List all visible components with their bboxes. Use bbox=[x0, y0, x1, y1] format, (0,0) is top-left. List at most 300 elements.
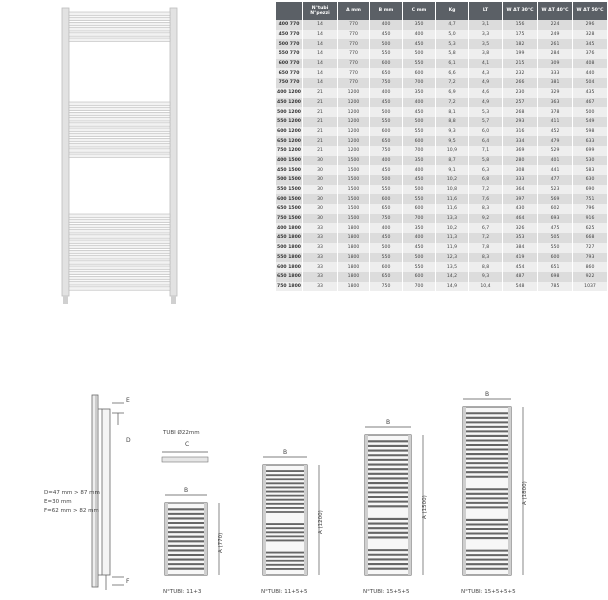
photo-tube bbox=[69, 219, 170, 222]
table-cell: 11,3 bbox=[436, 233, 469, 243]
cell-model: 600 1200 bbox=[276, 127, 303, 137]
table-cell: 30 bbox=[303, 214, 338, 224]
table-cell: 500 bbox=[573, 107, 608, 117]
table-header-row bbox=[276, 2, 608, 20]
table-cell: 4,1 bbox=[469, 59, 503, 69]
photo-tube bbox=[69, 138, 170, 141]
table-cell: 5,0 bbox=[436, 30, 469, 40]
table-cell: 4,3 bbox=[469, 68, 503, 78]
cell-model: 600 1800 bbox=[276, 262, 303, 272]
table-cell: 215 bbox=[503, 59, 538, 69]
table-cell: 1800 bbox=[338, 282, 370, 292]
table-cell: 6,3 bbox=[469, 165, 503, 175]
table-cell: 630 bbox=[573, 175, 608, 185]
table-cell: 550 bbox=[403, 127, 436, 137]
table-row bbox=[276, 68, 608, 78]
table-cell: 1800 bbox=[338, 243, 370, 253]
table-cell: 1500 bbox=[338, 214, 370, 224]
table-row bbox=[276, 20, 608, 30]
height-label: A (770) bbox=[218, 532, 224, 553]
table-cell: 450 bbox=[403, 175, 436, 185]
cell-model: 500 1800 bbox=[276, 243, 303, 253]
table-cell: 8,8 bbox=[469, 262, 503, 272]
table-row bbox=[276, 262, 608, 272]
table-cell: 30 bbox=[303, 185, 338, 195]
table-row bbox=[276, 223, 608, 233]
table-cell: 7,2 bbox=[469, 185, 503, 195]
table-cell: 693 bbox=[538, 214, 573, 224]
table-cell: 550 bbox=[538, 243, 573, 253]
table-cell: 7,8 bbox=[469, 243, 503, 253]
table-cell: 156 bbox=[503, 20, 538, 30]
cell-model: 400 1500 bbox=[276, 156, 303, 166]
table-cell: 475 bbox=[538, 223, 573, 233]
photo-tube bbox=[69, 28, 170, 31]
table-cell: 922 bbox=[573, 272, 608, 282]
cell-model: 650 1800 bbox=[276, 272, 303, 282]
table-cell: 21 bbox=[303, 98, 338, 108]
table-cell: 9,3 bbox=[436, 127, 469, 137]
table-cell: 793 bbox=[573, 253, 608, 263]
table-row bbox=[276, 146, 608, 156]
table-cell: 33 bbox=[303, 223, 338, 233]
table-cell: 569 bbox=[538, 194, 573, 204]
table-cell: 411 bbox=[538, 117, 573, 127]
table-cell: 500 bbox=[370, 39, 403, 49]
table-cell: 400 bbox=[370, 156, 403, 166]
table-row bbox=[276, 49, 608, 59]
table-cell: 550 bbox=[370, 117, 403, 127]
table-cell: 1200 bbox=[338, 127, 370, 137]
table-row bbox=[276, 204, 608, 214]
table-cell: 408 bbox=[573, 59, 608, 69]
radiator-frame bbox=[263, 465, 307, 575]
table-cell: 700 bbox=[403, 282, 436, 292]
table-cell: 400 bbox=[403, 233, 436, 243]
photo-tube bbox=[69, 128, 170, 131]
table-row bbox=[276, 282, 608, 292]
cell-model: 400 1200 bbox=[276, 88, 303, 98]
table-cell: 33 bbox=[303, 243, 338, 253]
table-cell: 500 bbox=[403, 117, 436, 127]
table-cell: 504 bbox=[573, 78, 608, 88]
table-cell: 6,7 bbox=[469, 223, 503, 233]
cell-model: 650 1500 bbox=[276, 204, 303, 214]
table-cell: 600 bbox=[403, 272, 436, 282]
table-cell: 14 bbox=[303, 20, 338, 30]
photo-tube bbox=[69, 240, 170, 243]
table-cell: 785 bbox=[538, 282, 573, 292]
table-cell: 364 bbox=[503, 185, 538, 195]
table-cell: 7,6 bbox=[469, 194, 503, 204]
table-cell: 1200 bbox=[338, 88, 370, 98]
cell-model: 550 1200 bbox=[276, 117, 303, 127]
table-cell: 284 bbox=[538, 49, 573, 59]
spec-d: D=47 mm > 87 mm bbox=[44, 490, 100, 496]
radiator-rail-right bbox=[204, 503, 207, 575]
photo-tube bbox=[69, 144, 170, 147]
table-cell: 650 bbox=[370, 204, 403, 214]
table-cell: 500 bbox=[403, 185, 436, 195]
table-cell: 1500 bbox=[338, 204, 370, 214]
cell-model: 450 1500 bbox=[276, 165, 303, 175]
table-cell: 249 bbox=[538, 30, 573, 40]
tube-sample bbox=[162, 457, 208, 462]
table-cell: 5,7 bbox=[469, 117, 503, 127]
table-cell: 293 bbox=[503, 117, 538, 127]
table-cell: 1500 bbox=[338, 175, 370, 185]
table-cell: 334 bbox=[503, 136, 538, 146]
table-cell: 583 bbox=[573, 165, 608, 175]
cell-model: 400 1800 bbox=[276, 223, 303, 233]
table-cell: 1500 bbox=[338, 185, 370, 195]
table-cell: 363 bbox=[538, 98, 573, 108]
table-cell: 523 bbox=[538, 185, 573, 195]
table-cell: 230 bbox=[503, 88, 538, 98]
table-cell: 326 bbox=[503, 223, 538, 233]
photo-tube bbox=[69, 250, 170, 253]
spec-f: F=62 mm > 82 mm bbox=[44, 508, 99, 514]
table-cell: 353 bbox=[503, 233, 538, 243]
table-cell: 650 bbox=[370, 136, 403, 146]
table-cell: 30 bbox=[303, 204, 338, 214]
table-cell: 21 bbox=[303, 127, 338, 137]
table-cell: 487 bbox=[503, 272, 538, 282]
col-header-w40: W ΔT 40°C bbox=[538, 2, 573, 20]
table-cell: 633 bbox=[573, 136, 608, 146]
table-cell: 4,6 bbox=[469, 88, 503, 98]
table-cell: 1800 bbox=[338, 233, 370, 243]
label-d: D bbox=[126, 437, 131, 444]
table-cell: 916 bbox=[573, 214, 608, 224]
table-cell: 21 bbox=[303, 146, 338, 156]
table-cell: 419 bbox=[503, 253, 538, 263]
table-cell: 602 bbox=[538, 204, 573, 214]
table-cell: 10,2 bbox=[436, 223, 469, 233]
table-cell: 199 bbox=[503, 49, 538, 59]
table-cell: 770 bbox=[338, 30, 370, 40]
table-cell: 549 bbox=[573, 117, 608, 127]
table-cell: 266 bbox=[503, 78, 538, 88]
table-cell: 9,2 bbox=[469, 214, 503, 224]
table-cell: 6,4 bbox=[469, 136, 503, 146]
cell-model: 450 770 bbox=[276, 30, 303, 40]
table-cell: 3,5 bbox=[469, 39, 503, 49]
b-label: B bbox=[386, 419, 391, 426]
table-cell: 550 bbox=[370, 49, 403, 59]
table-row bbox=[276, 78, 608, 88]
table-cell: 401 bbox=[538, 156, 573, 166]
photo-tube bbox=[69, 112, 170, 115]
photo-tube bbox=[69, 235, 170, 238]
table-cell: 296 bbox=[573, 20, 608, 30]
table-row bbox=[276, 185, 608, 195]
cell-model: 750 1800 bbox=[276, 282, 303, 292]
cell-model: 750 770 bbox=[276, 78, 303, 88]
cell-model: 500 770 bbox=[276, 39, 303, 49]
table-row bbox=[276, 59, 608, 69]
table-cell: 550 bbox=[370, 185, 403, 195]
table-cell: 860 bbox=[573, 262, 608, 272]
table-cell: 328 bbox=[573, 30, 608, 40]
table-row bbox=[276, 233, 608, 243]
table-cell: 1200 bbox=[338, 117, 370, 127]
photo-tube bbox=[69, 287, 170, 290]
table-cell: 400 bbox=[403, 30, 436, 40]
table-cell: 450 bbox=[370, 30, 403, 40]
table-cell: 4,9 bbox=[469, 78, 503, 88]
table-cell: 268 bbox=[503, 107, 538, 117]
table-cell: 479 bbox=[538, 136, 573, 146]
cell-model: 450 1800 bbox=[276, 233, 303, 243]
photo-tube bbox=[69, 17, 170, 20]
photo-tube bbox=[69, 102, 170, 105]
radiator-photo bbox=[0, 0, 270, 380]
table-cell: 5,8 bbox=[436, 49, 469, 59]
table-cell: 21 bbox=[303, 107, 338, 117]
table-cell: 5,3 bbox=[436, 39, 469, 49]
table-cell: 500 bbox=[403, 49, 436, 59]
table-cell: 350 bbox=[403, 156, 436, 166]
photo-tube bbox=[69, 33, 170, 36]
table-cell: 12,3 bbox=[436, 253, 469, 263]
table-cell: 14 bbox=[303, 49, 338, 59]
table-cell: 33 bbox=[303, 272, 338, 282]
height-label: A (1800) bbox=[522, 481, 528, 505]
table-cell: 6,0 bbox=[469, 127, 503, 137]
table-cell: 21 bbox=[303, 117, 338, 127]
photo-tube bbox=[69, 22, 170, 25]
table-cell: 1037 bbox=[573, 282, 608, 292]
table-cell: 8,7 bbox=[436, 156, 469, 166]
table-cell: 651 bbox=[538, 262, 573, 272]
table-row bbox=[276, 30, 608, 40]
table-cell: 21 bbox=[303, 88, 338, 98]
table-cell: 1800 bbox=[338, 262, 370, 272]
table-cell: 224 bbox=[538, 20, 573, 30]
radiator-rail-left bbox=[365, 435, 368, 575]
table-cell: 6,9 bbox=[436, 88, 469, 98]
photo-tube bbox=[69, 276, 170, 279]
table-cell: 750 bbox=[370, 282, 403, 292]
table-cell: 500 bbox=[370, 243, 403, 253]
cell-model: 400 770 bbox=[276, 20, 303, 30]
table-cell: 33 bbox=[303, 282, 338, 292]
table-cell: 500 bbox=[370, 107, 403, 117]
tube-diameter-label: TUBI Ø22mm bbox=[163, 430, 200, 436]
table-cell: 8,1 bbox=[436, 107, 469, 117]
table-cell: 182 bbox=[503, 39, 538, 49]
table-cell: 14 bbox=[303, 30, 338, 40]
col-header-w30: W ΔT 30°C bbox=[503, 2, 538, 20]
table-cell: 600 bbox=[370, 59, 403, 69]
table-row bbox=[276, 214, 608, 224]
table-row bbox=[276, 243, 608, 253]
table-cell: 700 bbox=[403, 146, 436, 156]
photo-tube bbox=[69, 214, 170, 217]
radiator-rail-left bbox=[463, 407, 466, 575]
table-cell: 8,3 bbox=[469, 204, 503, 214]
table-cell: 33 bbox=[303, 233, 338, 243]
cell-model: 550 1800 bbox=[276, 253, 303, 263]
table-cell: 7,2 bbox=[436, 98, 469, 108]
table-cell: 6,6 bbox=[436, 68, 469, 78]
table-cell: 11,9 bbox=[436, 243, 469, 253]
photo-tube bbox=[69, 245, 170, 248]
table-cell: 400 bbox=[370, 223, 403, 233]
table-cell: 11,6 bbox=[436, 204, 469, 214]
photo-tube bbox=[69, 149, 170, 152]
table-cell: 650 bbox=[370, 272, 403, 282]
tube-count-label: N°TUBI: 15+5+5+5 bbox=[461, 589, 516, 595]
cell-model: 650 770 bbox=[276, 68, 303, 78]
table-cell: 14 bbox=[303, 78, 338, 88]
table-cell: 257 bbox=[503, 98, 538, 108]
table-row bbox=[276, 127, 608, 137]
col-header-b: B mm bbox=[370, 2, 403, 20]
table-cell: 3,8 bbox=[469, 49, 503, 59]
table-cell: 450 bbox=[403, 39, 436, 49]
table-cell: 7,2 bbox=[469, 233, 503, 243]
table-row bbox=[276, 165, 608, 175]
table-cell: 1200 bbox=[338, 136, 370, 146]
table-cell: 770 bbox=[338, 59, 370, 69]
table-cell: 454 bbox=[503, 262, 538, 272]
table-cell: 33 bbox=[303, 262, 338, 272]
table-cell: 376 bbox=[573, 49, 608, 59]
table-cell: 770 bbox=[338, 68, 370, 78]
b-label: B bbox=[485, 391, 490, 398]
table-cell: 467 bbox=[573, 98, 608, 108]
photo-tube bbox=[69, 266, 170, 269]
table-cell: 1800 bbox=[338, 223, 370, 233]
col-header-a: A mm bbox=[338, 2, 370, 20]
table-cell: 435 bbox=[573, 88, 608, 98]
table-cell: 316 bbox=[503, 127, 538, 137]
table-row bbox=[276, 156, 608, 166]
table-cell: 5,8 bbox=[469, 156, 503, 166]
table-cell: 530 bbox=[573, 156, 608, 166]
radiator-rail-right bbox=[304, 465, 307, 575]
table-cell: 3,3 bbox=[469, 30, 503, 40]
table-cell: 175 bbox=[503, 30, 538, 40]
label-f: F bbox=[126, 578, 130, 585]
photo-tube bbox=[69, 271, 170, 274]
table-cell: 369 bbox=[503, 146, 538, 156]
table-cell: 770 bbox=[338, 49, 370, 59]
table-cell: 14 bbox=[303, 68, 338, 78]
table-cell: 8,8 bbox=[436, 117, 469, 127]
table-cell: 1200 bbox=[338, 98, 370, 108]
table-cell: 30 bbox=[303, 156, 338, 166]
label-e: E bbox=[126, 397, 130, 404]
table-cell: 30 bbox=[303, 175, 338, 185]
table-cell: 4,9 bbox=[469, 98, 503, 108]
table-cell: 770 bbox=[338, 39, 370, 49]
table-cell: 30 bbox=[303, 194, 338, 204]
photo-tube bbox=[69, 224, 170, 227]
c-label: C bbox=[185, 441, 190, 448]
table-cell: 550 bbox=[403, 262, 436, 272]
table-cell: 6,1 bbox=[436, 59, 469, 69]
table-cell: 261 bbox=[538, 39, 573, 49]
table-cell: 10,8 bbox=[436, 185, 469, 195]
table-cell: 350 bbox=[403, 20, 436, 30]
radiator-rail-right bbox=[408, 435, 411, 575]
table-cell: 1500 bbox=[338, 156, 370, 166]
table-cell: 30 bbox=[303, 165, 338, 175]
table-cell: 750 bbox=[370, 214, 403, 224]
table-cell: 600 bbox=[370, 262, 403, 272]
table-cell: 345 bbox=[573, 39, 608, 49]
table-cell: 1200 bbox=[338, 146, 370, 156]
table-row bbox=[276, 175, 608, 185]
table-cell: 8,3 bbox=[469, 253, 503, 263]
photo-tube bbox=[69, 256, 170, 259]
table-cell: 600 bbox=[403, 204, 436, 214]
table-cell: 308 bbox=[503, 165, 538, 175]
table-cell: 430 bbox=[503, 204, 538, 214]
table-row bbox=[276, 194, 608, 204]
table-cell: 600 bbox=[370, 127, 403, 137]
table-cell: 500 bbox=[370, 175, 403, 185]
table-cell: 650 bbox=[370, 68, 403, 78]
cell-model: 600 1500 bbox=[276, 194, 303, 204]
col-header-lt: LT bbox=[469, 2, 503, 20]
cell-model: 650 1200 bbox=[276, 136, 303, 146]
table-cell: 600 bbox=[403, 68, 436, 78]
table-cell: 7,2 bbox=[436, 78, 469, 88]
table-cell: 1500 bbox=[338, 165, 370, 175]
table-cell: 450 bbox=[370, 233, 403, 243]
table-cell: 464 bbox=[503, 214, 538, 224]
table-cell: 699 bbox=[573, 146, 608, 156]
radiator-rail-left bbox=[165, 503, 168, 575]
photo-tube bbox=[69, 282, 170, 285]
spec-e: E=30 mm bbox=[44, 499, 72, 505]
height-label: A (1500) bbox=[422, 495, 428, 519]
table-row bbox=[276, 272, 608, 282]
table-cell: 378 bbox=[538, 107, 573, 117]
table-cell: 400 bbox=[370, 88, 403, 98]
table-cell: 750 bbox=[370, 78, 403, 88]
table-cell: 698 bbox=[538, 272, 573, 282]
table-cell: 333 bbox=[538, 68, 573, 78]
table-cell: 14 bbox=[303, 39, 338, 49]
table-cell: 10,9 bbox=[436, 146, 469, 156]
col-header-w50: W ΔT 50°C bbox=[573, 2, 608, 20]
col-header-kg: Kg bbox=[436, 2, 469, 20]
table-row bbox=[276, 39, 608, 49]
photo-tube bbox=[69, 12, 170, 15]
table-cell: 751 bbox=[573, 194, 608, 204]
dimension-diagram bbox=[0, 385, 600, 600]
table-cell: 9,1 bbox=[436, 165, 469, 175]
photo-tube bbox=[69, 123, 170, 126]
table-cell: 700 bbox=[403, 78, 436, 88]
cell-model: 750 1200 bbox=[276, 146, 303, 156]
photo-tube bbox=[69, 38, 170, 41]
table-row bbox=[276, 98, 608, 108]
photo-tube bbox=[69, 107, 170, 110]
tube-count-label: N°TUBI: 11+3 bbox=[163, 589, 202, 595]
table-cell: 550 bbox=[370, 253, 403, 263]
table-row bbox=[276, 253, 608, 263]
photo-tube bbox=[69, 118, 170, 121]
cell-model: 450 1200 bbox=[276, 98, 303, 108]
table-cell: 550 bbox=[403, 194, 436, 204]
table-cell: 727 bbox=[573, 243, 608, 253]
